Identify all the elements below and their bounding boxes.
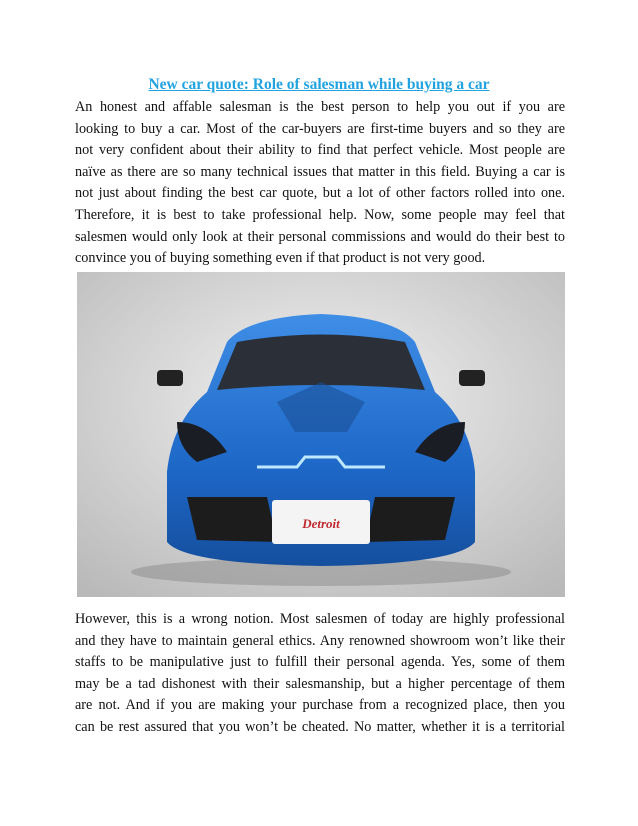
text-line: naïve as there are so many technical issues that matter in this field. Buying a car is <box>75 163 565 180</box>
text-line: An honest and affable salesman is the best person to help you out if you are <box>75 99 565 115</box>
paragraph-2 <box>75 609 565 739</box>
text-line: and they have to maintain general ethics. Any renowned showroom won’t like their <box>75 632 565 649</box>
text-line: staffs to be manipulative just to fulfill their personal agenda. Yes, some of them <box>75 654 565 671</box>
car-photo <box>77 272 565 597</box>
paragraph-1 <box>75 97 565 270</box>
text-line: can be rest assured that you won’t be cheated. No matter, whether it is a territorial <box>75 718 565 735</box>
text-line: salesmen would only look at their personal commissions and would do their best to <box>75 228 565 245</box>
document-title: New car quote: Role of salesman while buying a car <box>148 76 490 93</box>
text-line: looking to buy a car. Most of the car-buyers are first-time buyers and so they are <box>75 120 565 137</box>
text-line: not just about finding the best car quote, but a lot of other factors rolled into one. <box>75 185 565 202</box>
text-line: are not. And if you are making your purchase from a recognized place, then you <box>75 697 565 714</box>
text-line: may be a tad dishonest with their salesmanship, but a higher percentage of them <box>75 675 565 692</box>
text-line: not very confident about their ability to find that perfect vehicle. Most people are <box>75 142 565 159</box>
text-line: convince you of buying something even if that product is not very good. <box>75 250 486 267</box>
text-line: Therefore, it is best to take professional help. Now, some people may feel that <box>75 206 565 223</box>
detroit-electric-logo: Detroit <box>302 516 340 531</box>
text-line: However, this is a wrong notion. Most salesmen of today are highly professional <box>75 611 565 627</box>
